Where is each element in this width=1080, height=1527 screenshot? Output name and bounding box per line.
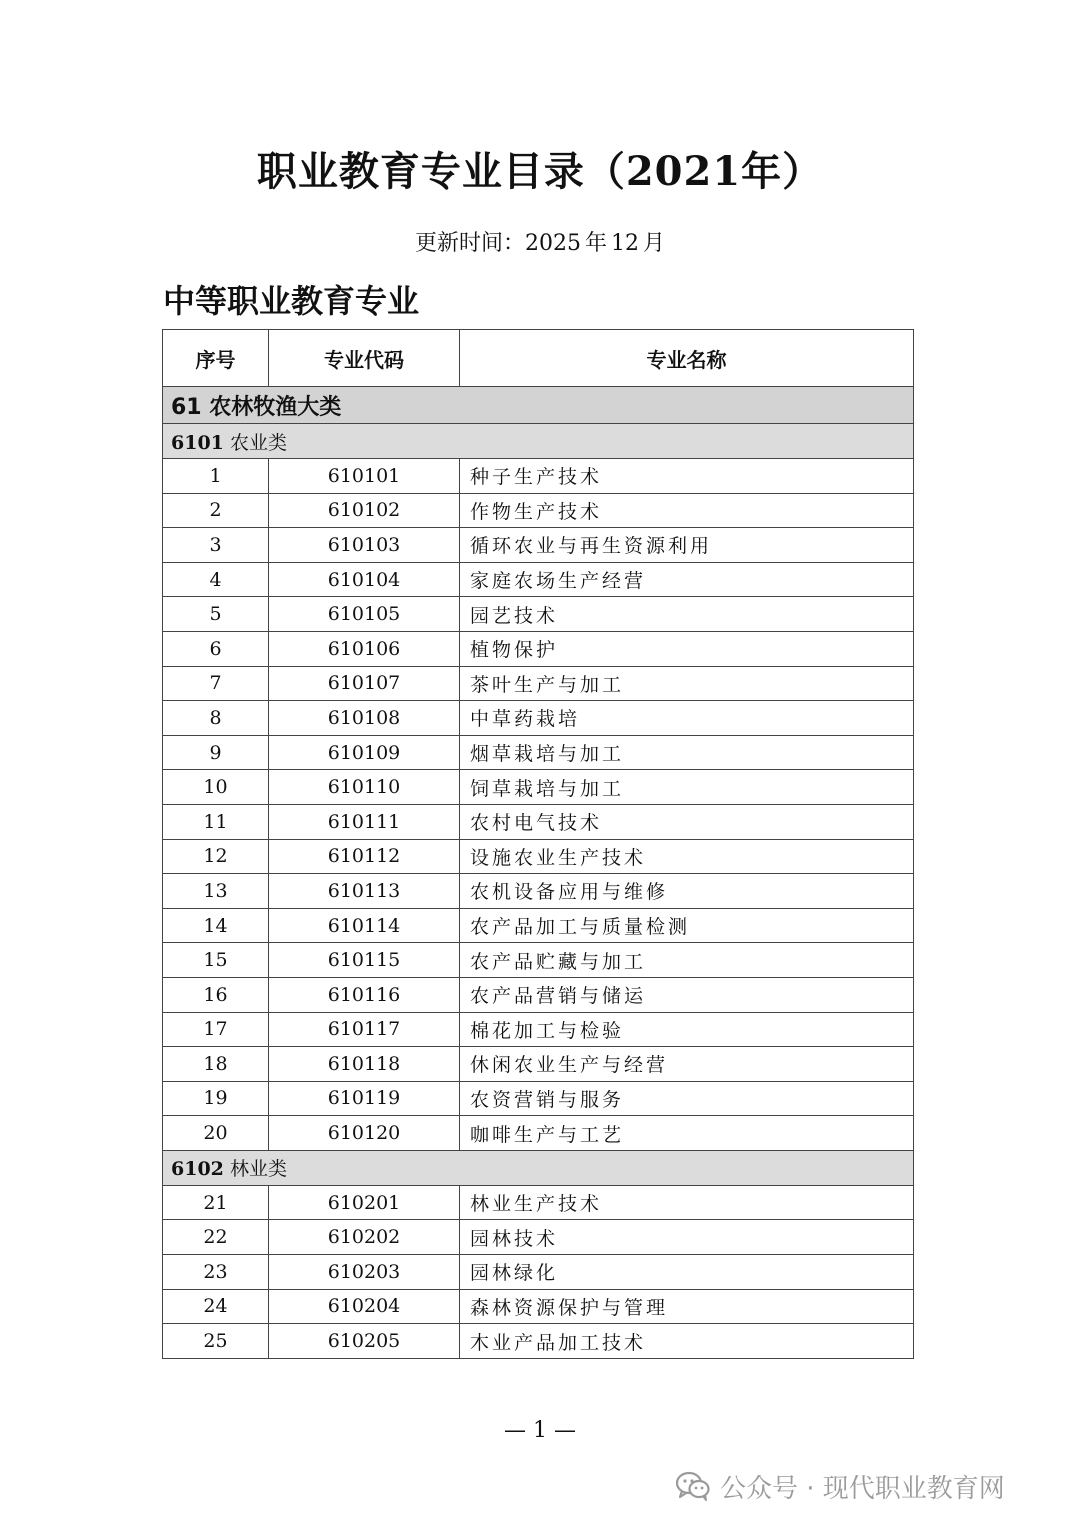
category-label: 61 农林牧渔大类 (163, 387, 914, 424)
category-row (163, 387, 914, 424)
name-cell: 咖啡生产与工艺 (460, 1116, 914, 1151)
code-cell: 610204 (269, 1289, 460, 1324)
name-cell: 园艺技术 (460, 597, 914, 632)
serial-cell: 11 (163, 804, 269, 839)
name-cell: 林业生产技术 (460, 1185, 914, 1220)
subcategory-name: 农业类 (229, 431, 287, 454)
code-cell: 610108 (269, 701, 460, 736)
update-year-unit: 年 (584, 231, 607, 256)
table-row (163, 1289, 914, 1324)
name-cell: 循环农业与再生资源利用 (460, 528, 914, 563)
major-catalog-table (162, 329, 914, 1359)
subcategory-row (163, 424, 914, 459)
serial-cell: 14 (163, 908, 269, 943)
code-cell: 610120 (269, 1116, 460, 1151)
update-month-unit: 月 (643, 231, 666, 256)
subcategory-code: 6102 (171, 1158, 224, 1181)
name-cell: 园林技术 (460, 1220, 914, 1255)
serial-cell: 2 (163, 493, 269, 528)
subcategory-label (163, 1150, 914, 1185)
code-cell: 610119 (269, 1081, 460, 1116)
header-name: 专业名称 (460, 330, 914, 387)
serial-cell: 7 (163, 666, 269, 701)
table-row (163, 1220, 914, 1255)
code-cell: 610201 (269, 1185, 460, 1220)
document-title: 职业教育专业目录（2021年） (256, 148, 824, 195)
subcategory-name: 林业类 (229, 1158, 287, 1181)
watermark (676, 1466, 1005, 1506)
table-row (163, 1047, 914, 1082)
watermark-text: 公众号 · 现代职业教育网 (720, 1473, 1005, 1504)
header-code: 专业代码 (269, 330, 460, 387)
table-row (163, 977, 914, 1012)
name-cell: 森林资源保护与管理 (460, 1289, 914, 1324)
code-cell: 610105 (269, 597, 460, 632)
serial-cell: 3 (163, 528, 269, 563)
code-cell: 610115 (269, 943, 460, 978)
update-label: 更新时间： (414, 231, 525, 256)
subcategory-code: 6101 (171, 431, 224, 454)
serial-cell: 15 (163, 943, 269, 978)
name-cell: 农产品加工与质量检测 (460, 908, 914, 943)
code-cell: 610117 (269, 1012, 460, 1047)
table-body (163, 387, 914, 1359)
name-cell: 茶叶生产与加工 (460, 666, 914, 701)
code-cell: 610112 (269, 839, 460, 874)
table-row (163, 1012, 914, 1047)
code-cell: 610101 (269, 459, 460, 494)
serial-cell: 6 (163, 631, 269, 666)
code-cell: 610118 (269, 1047, 460, 1082)
name-cell: 农产品营销与储运 (460, 977, 914, 1012)
serial-cell: 12 (163, 839, 269, 874)
wechat-icon (676, 1471, 710, 1501)
header-serial: 序号 (163, 330, 269, 387)
code-cell: 610106 (269, 631, 460, 666)
serial-cell: 20 (163, 1116, 269, 1151)
code-cell: 610107 (269, 666, 460, 701)
code-cell: 610113 (269, 874, 460, 909)
table-row (163, 597, 914, 632)
table-row (163, 943, 914, 978)
code-cell: 610102 (269, 493, 460, 528)
subcategory-label (163, 424, 914, 459)
serial-cell: 25 (163, 1324, 269, 1359)
code-cell: 610109 (269, 735, 460, 770)
code-cell: 610104 (269, 562, 460, 597)
table-row (163, 1185, 914, 1220)
update-year: 2025 (524, 231, 581, 256)
serial-cell: 1 (163, 459, 269, 494)
table-row (163, 839, 914, 874)
table-row (163, 631, 914, 666)
table-row (163, 701, 914, 736)
name-cell: 中草药栽培 (460, 701, 914, 736)
table-row (163, 528, 914, 563)
table-row (163, 770, 914, 805)
name-cell: 农村电气技术 (460, 804, 914, 839)
serial-cell: 19 (163, 1081, 269, 1116)
serial-cell: 24 (163, 1289, 269, 1324)
name-cell: 休闲农业生产与经营 (460, 1047, 914, 1082)
name-cell: 农机设备应用与维修 (460, 874, 914, 909)
table-row (163, 1255, 914, 1290)
name-cell: 植物保护 (460, 631, 914, 666)
serial-cell: 8 (163, 701, 269, 736)
name-cell: 木业产品加工技术 (460, 1324, 914, 1359)
code-cell: 610205 (269, 1324, 460, 1359)
serial-cell: 5 (163, 597, 269, 632)
serial-cell: 13 (163, 874, 269, 909)
code-cell: 610114 (269, 908, 460, 943)
serial-cell: 10 (163, 770, 269, 805)
code-cell: 610203 (269, 1255, 460, 1290)
table-row (163, 1081, 914, 1116)
name-cell: 园林绿化 (460, 1255, 914, 1290)
table-row (163, 874, 914, 909)
table-row (163, 735, 914, 770)
name-cell: 设施农业生产技术 (460, 839, 914, 874)
serial-cell: 4 (163, 562, 269, 597)
table-row (163, 493, 914, 528)
serial-cell: 16 (163, 977, 269, 1012)
serial-cell: 18 (163, 1047, 269, 1082)
code-cell: 610110 (269, 770, 460, 805)
update-time (0, 226, 1080, 257)
name-cell: 种子生产技术 (460, 459, 914, 494)
name-cell: 棉花加工与检验 (460, 1012, 914, 1047)
update-month: 12 (611, 231, 639, 256)
table-row (163, 562, 914, 597)
table-header-row (163, 330, 914, 387)
table-row (163, 908, 914, 943)
section-heading: 中等职业教育专业 (163, 282, 420, 320)
code-cell: 610116 (269, 977, 460, 1012)
table-row (163, 804, 914, 839)
subcategory-row (163, 1150, 914, 1185)
page-number: — 1 — (504, 1418, 576, 1443)
table-row (163, 459, 914, 494)
name-cell: 烟草栽培与加工 (460, 735, 914, 770)
name-cell: 作物生产技术 (460, 493, 914, 528)
name-cell: 农产品贮藏与加工 (460, 943, 914, 978)
name-cell: 饲草栽培与加工 (460, 770, 914, 805)
serial-cell: 21 (163, 1185, 269, 1220)
table-row (163, 1324, 914, 1359)
table-row (163, 666, 914, 701)
name-cell: 农资营销与服务 (460, 1081, 914, 1116)
serial-cell: 23 (163, 1255, 269, 1290)
code-cell: 610111 (269, 804, 460, 839)
code-cell: 610202 (269, 1220, 460, 1255)
serial-cell: 17 (163, 1012, 269, 1047)
serial-cell: 9 (163, 735, 269, 770)
table-row (163, 1116, 914, 1151)
code-cell: 610103 (269, 528, 460, 563)
serial-cell: 22 (163, 1220, 269, 1255)
name-cell: 家庭农场生产经营 (460, 562, 914, 597)
